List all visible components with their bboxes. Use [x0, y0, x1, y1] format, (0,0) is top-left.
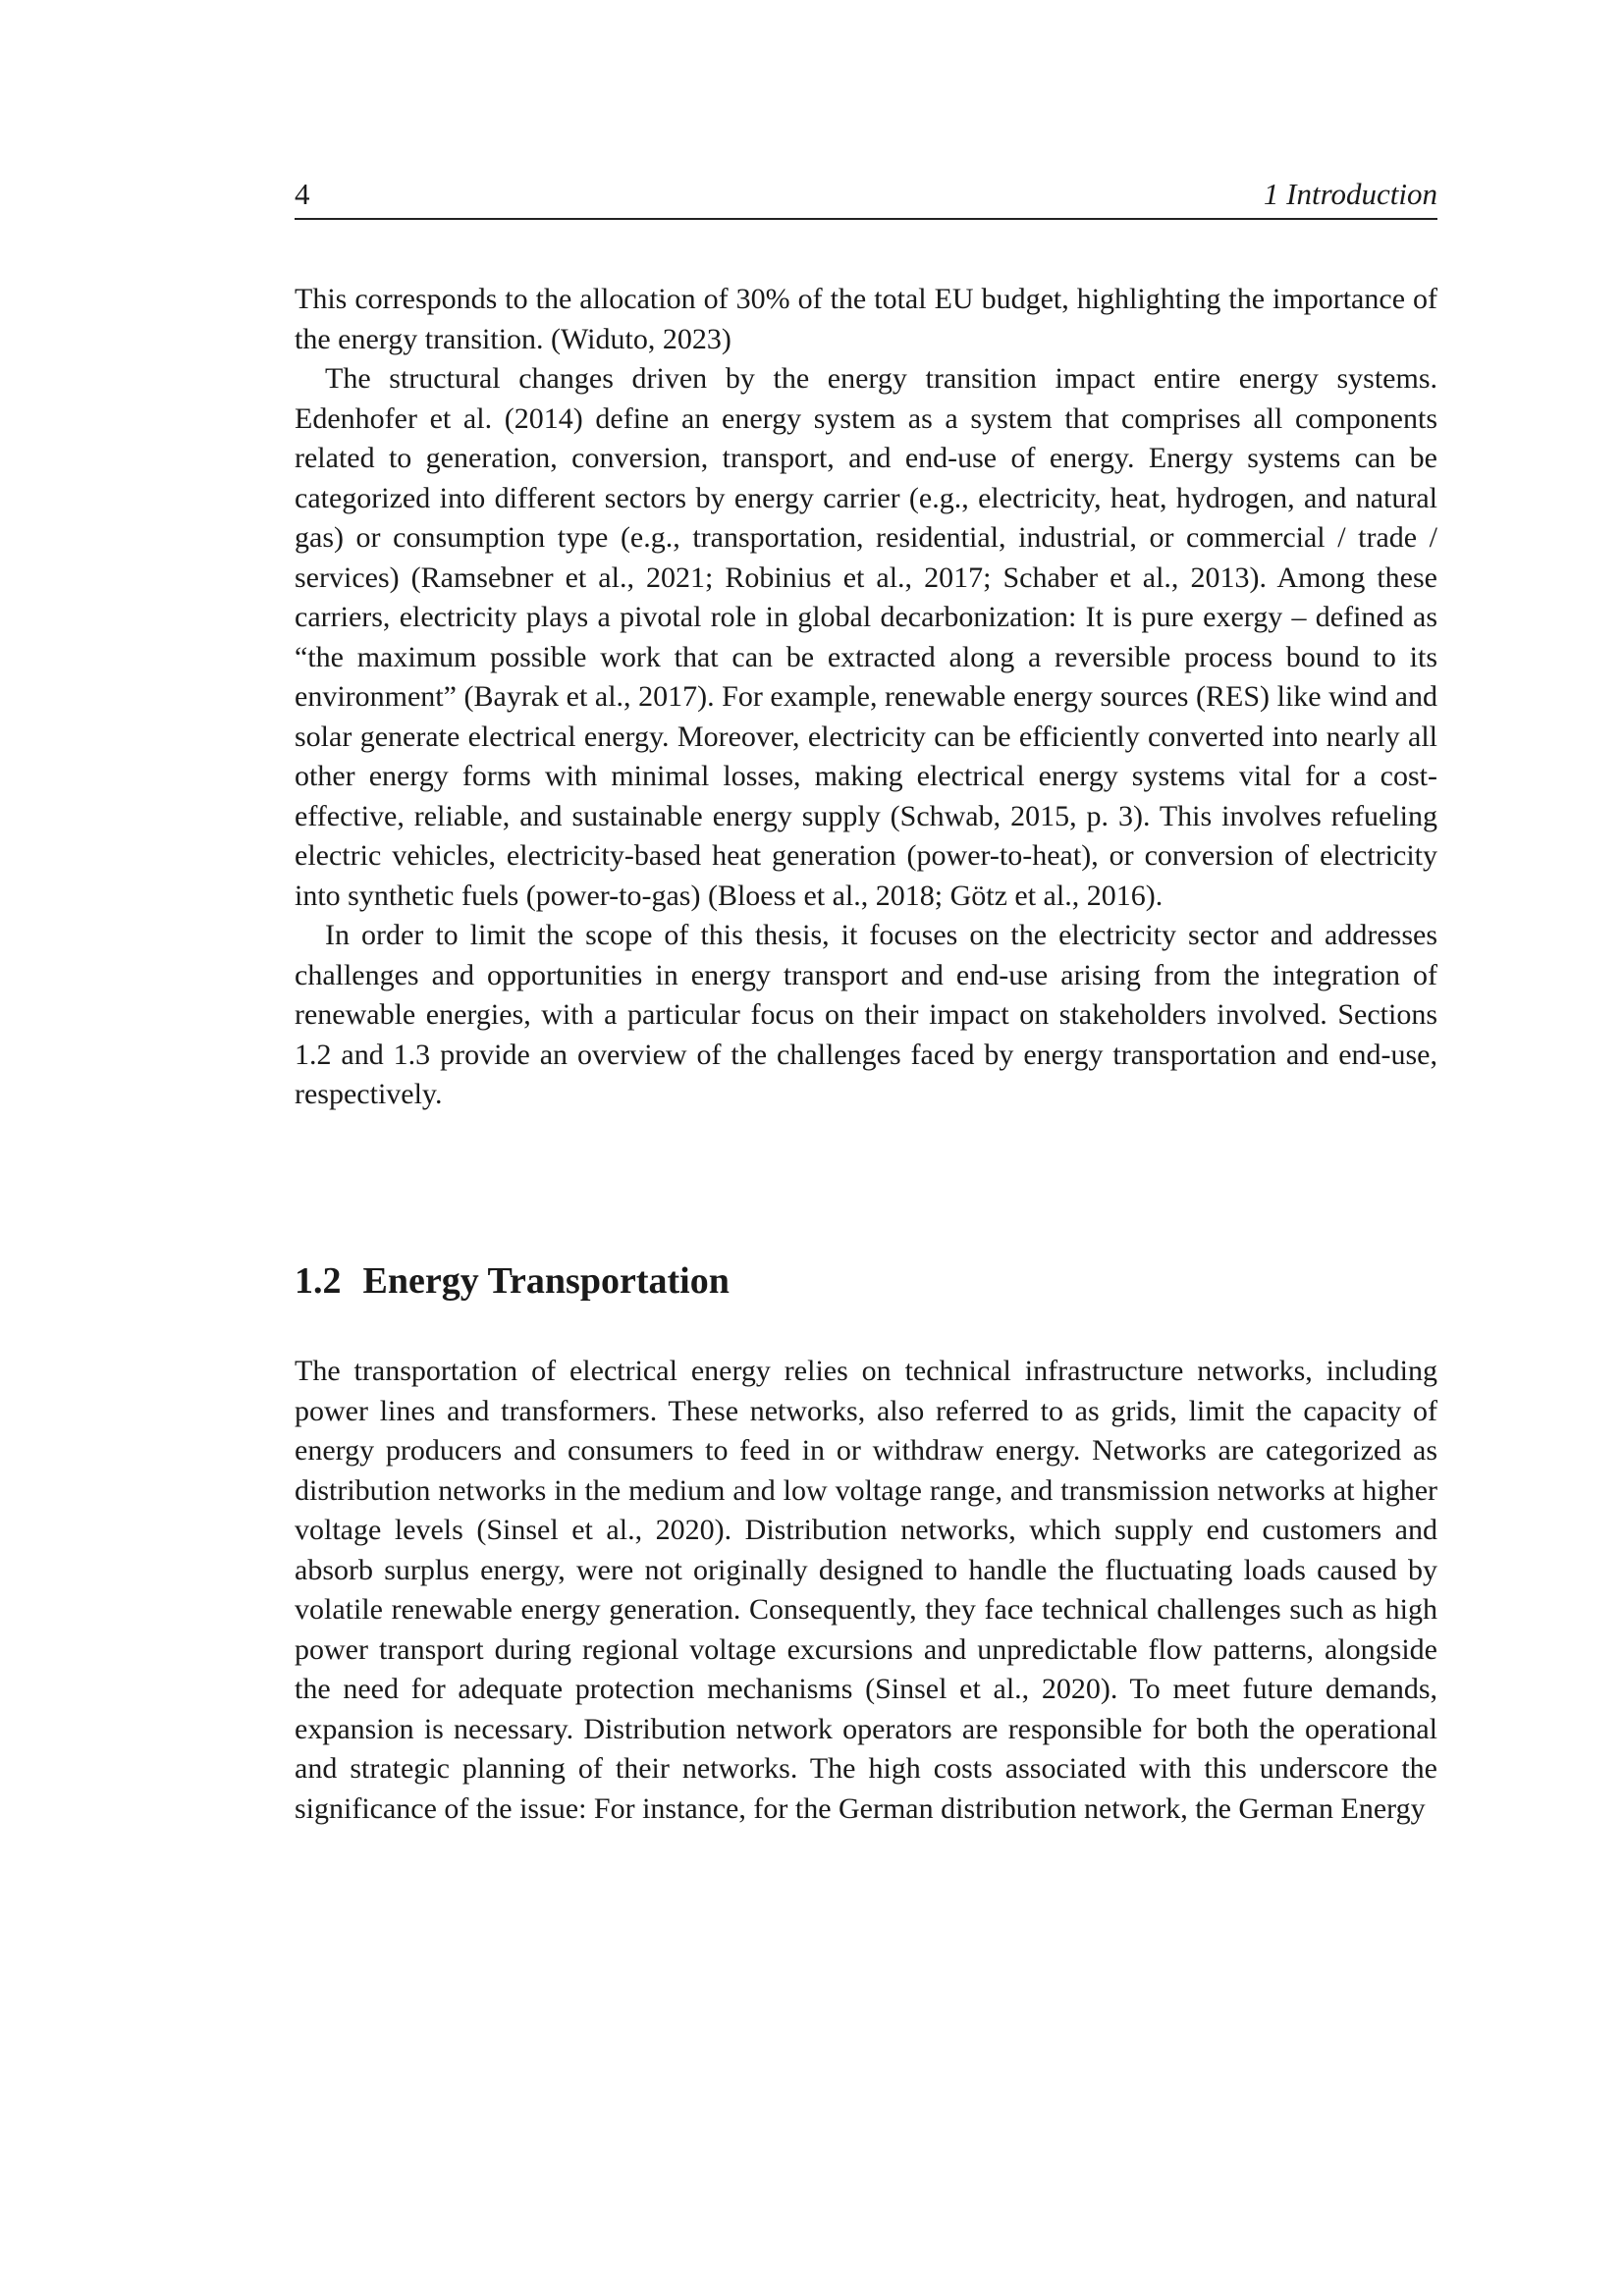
paragraph: The structural changes driven by the energy transition impact entire energy systems. Edenhofer et al. (2014) define an energy system as a system that comprises all components related to generation, conversion, transport, and end-use of energy. Energy systems can be categorized into different sectors by energy carrier (e.g., electricity, heat, hydrogen, and natural gas) or consumption type (e.g., transportation, residential, industrial, or commercial / trade / services) (Ramsebner et al., 2021; Robinius et al., 2017; Schaber et al., 2013). Among these carriers, electricity plays a pivotal role in global decarbonization: It is pure exergy – defined as “the maximum possible work that can be extracted along a reversible process bound to its environment” (Bayrak et al., 2017). For example, renewable energy sources (RES) like wind and solar generate electrical energy. Moreover, electricity can be efficiently converted into nearly all other energy forms with minimal losses, making electrical energy systems vital for a cost-effective, reliable, and sustainable energy supply (Schwab, 2015, p. 3). This involves refueling electric vehicles, electricity-based heat generation (power-to-heat), or conversion of electricity into synthetic fuels (power-to-gas) (Bloess et al., 2018; Götz et al., 2016).	[295, 362, 1437, 912]
paragraph: In order to limit the scope of this thesis, it focuses on the electricity sector and addresses challenges and opportunities in energy transport and end-use arising from the integration of renewable energies, with a particular focus on their impact on stakeholders involved. Sections 1.2 and 1.3 provide an overview of the challenges faced by energy transportation and end-use, respectively.	[295, 919, 1437, 1110]
running-header	[295, 175, 1437, 220]
intro-text-block	[295, 280, 1437, 1115]
document-page	[295, 0, 1437, 2296]
page-number: 4	[295, 177, 310, 211]
chapter-title: 1 Introduction	[1263, 177, 1437, 211]
section-title: Energy Transportation	[362, 1260, 730, 1302]
section-number: 1.2	[295, 1260, 342, 1302]
paragraph: The transportation of electrical energy relies on technical infrastructure networks, including power lines and transformers. These networks, also referred to as grids, limit the capacity of energy producers and consumers to feed in or withdraw energy. Networks are categorized as distribution networks in the medium and low voltage range, and transmission networks at higher voltage levels (Sinsel et al., 2020). Distribution networks, which supply end customers and absorb surplus energy, were not originally designed to handle the fluctuating loads caused by volatile renewable energy generation. Consequently, they face technical challenges such as high power transport during regional voltage excursions and unpredictable flow patterns, alongside the need for adequate protection mechanisms (Sinsel et al., 2020). To meet future demands, expansion is necessary. Distribution network operators are responsible for both the operational and strategic planning of their networks. The high costs associated with this underscore the significance of the issue: For instance, for the German distribution network, the German Energy	[295, 1355, 1437, 1825]
section-text-block	[295, 1352, 1437, 1829]
section-heading	[295, 1258, 730, 1304]
paragraph: This corresponds to the allocation of 30% of the total EU budget, highlighting the importance of the energy transition. (Widuto, 2023)	[295, 283, 1437, 355]
